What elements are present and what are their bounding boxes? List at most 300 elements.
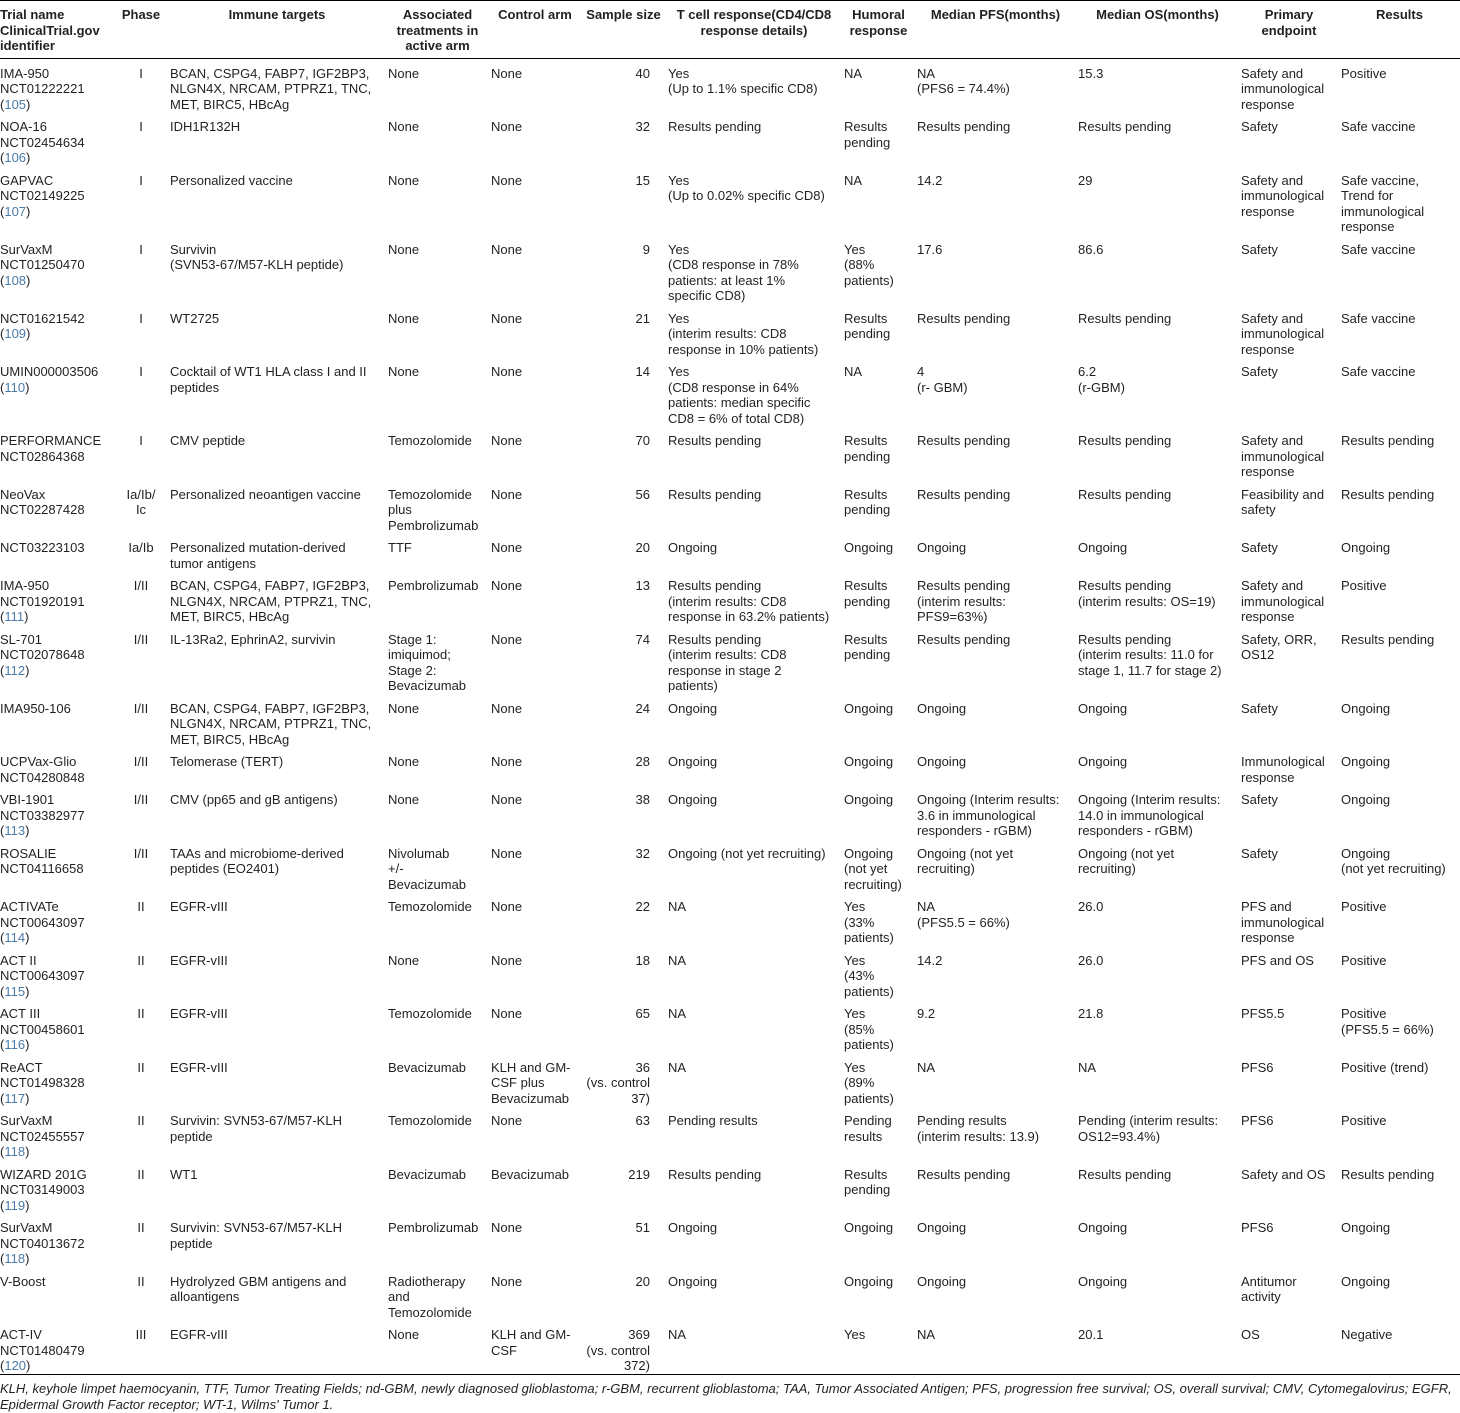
- t-cell-response-cell: Pending results: [668, 1113, 758, 1128]
- immune-targets-cell: Survivin (SVN53-67/M57-KLH peptide): [170, 241, 344, 272]
- table-row: [0, 1160, 1460, 1214]
- control-arm-cell: None: [491, 65, 523, 81]
- median-pfs-cell: NA (PFS5.5 = 66%): [917, 899, 1010, 930]
- results-cell: Positive: [1341, 952, 1387, 968]
- median-os-cell: 20.1: [1078, 1327, 1104, 1342]
- results-cell: Negative: [1341, 1327, 1393, 1342]
- median-pfs-cell: Results pending: [917, 433, 1011, 448]
- phase-cell: I/II: [133, 578, 149, 593]
- reference-link[interactable]: 106: [4, 150, 27, 165]
- primary-endpoint-cell: Safety and immunological response: [1241, 65, 1325, 112]
- median-os-cell: Ongoing: [1078, 700, 1128, 716]
- primary-endpoint-cell: Safety: [1241, 700, 1278, 716]
- immune-targets-cell: EGFR-vIII: [170, 952, 228, 968]
- results-cell: Safe vaccine: [1341, 241, 1416, 257]
- primary-endpoint-cell: Safety and immunological response: [1241, 578, 1325, 624]
- associated-treatments-cell: Stage 1: imiquimod; Stage 2: Bevacizumab: [388, 631, 467, 693]
- median-pfs-cell: 4 (r- GBM): [917, 364, 968, 395]
- primary-endpoint-cell: Safety: [1241, 241, 1278, 257]
- t-cell-response-cell: NA: [668, 1327, 687, 1342]
- col-trial-name-header: Trial name ClinicalTrial.gov identifier: [0, 7, 100, 53]
- trial-name-text: ReACT NCT01498328: [0, 1059, 85, 1090]
- table-row: [0, 1053, 1460, 1107]
- results-cell: Positive: [1341, 65, 1387, 81]
- table-row: [0, 1213, 1460, 1267]
- control-arm-cell: None: [491, 540, 523, 555]
- trial-name-text: ACT II NCT00643097: [0, 952, 85, 983]
- immune-targets-cell: BCAN, CSPG4, FABP7, IGF2BP3, NLGN4X, NRCAM, PTPRZ1, TNC, MET, BIRC5, HBcAg: [170, 578, 372, 624]
- phase-cell: II: [137, 1113, 145, 1128]
- control-arm-cell: None: [491, 845, 523, 861]
- table-row: [0, 304, 1460, 358]
- control-arm-cell: None: [491, 700, 523, 716]
- immune-targets-cell: Survivin: SVN53-67/M57-KLH peptide: [170, 1220, 342, 1251]
- phase-cell: I/II: [133, 845, 149, 861]
- median-pfs-cell: Ongoing: [917, 1220, 967, 1235]
- associated-treatments-cell: TTF: [388, 540, 412, 555]
- trial-name-cell: SL-701 NCT02078648 (112): [0, 631, 85, 678]
- results-cell: Results pending: [1341, 433, 1435, 448]
- trial-name-text: IMA-950 NCT01222221: [0, 65, 85, 96]
- trial-name-cell: GAPVAC NCT02149225 (107): [0, 172, 85, 219]
- associated-treatments-cell: None: [388, 754, 420, 769]
- humoral-response-cell: Yes (43% patients): [844, 952, 894, 999]
- col-primary-endpoint-header: Primary endpoint: [1261, 7, 1317, 38]
- reference-link[interactable]: 115: [4, 983, 26, 999]
- median-os-cell: 6.2 (r-GBM): [1078, 364, 1125, 395]
- primary-endpoint-cell: PFS and OS: [1241, 952, 1314, 968]
- sample-size-cell: 51: [635, 1220, 650, 1235]
- results-cell: Positive: [1341, 1113, 1387, 1128]
- table-row: [0, 694, 1460, 748]
- sample-size-cell: 56: [635, 486, 650, 502]
- median-os-cell: Results pending (interim results: 11.0 for stage 1, 11.7 for stage 2): [1078, 631, 1222, 678]
- table-row: [0, 1106, 1460, 1160]
- median-os-cell: 26.0: [1078, 899, 1104, 914]
- median-os-cell: Results pending: [1078, 433, 1172, 448]
- col-t-cell-response-header: T cell response(CD4/CD8 response details): [676, 7, 832, 38]
- phase-cell: II: [137, 1006, 145, 1021]
- t-cell-response-cell: NA: [668, 1006, 687, 1021]
- table-body: [0, 58, 1460, 1374]
- trial-name-text: GAPVAC NCT02149225: [0, 172, 85, 203]
- immune-targets-cell: IL-13Ra2, EphrinA2, survivin: [170, 631, 336, 647]
- table-row: [0, 480, 1460, 534]
- results-cell: Positive (PFS5.5 = 66%): [1341, 1006, 1434, 1037]
- median-pfs-cell: Ongoing (Interim results: 3.6 in immunological responders - rGBM): [917, 792, 1060, 838]
- col-median-pfs-header: Median PFS(months): [930, 7, 1061, 22]
- immune-targets-cell: TAAs and microbiome-derived peptides (EO2401): [170, 845, 344, 876]
- median-pfs-cell: Results pending: [917, 119, 1011, 134]
- sample-size-cell: 65: [635, 1006, 650, 1021]
- median-pfs-cell: Ongoing: [917, 540, 967, 555]
- reference-link[interactable]: 113: [4, 823, 26, 838]
- col-results-header: Results: [1376, 7, 1423, 22]
- median-os-cell: Results pending (interim results: OS=19): [1078, 578, 1216, 609]
- trial-name-text: ACT III NCT00458601: [0, 1006, 85, 1037]
- phase-cell: I: [139, 172, 143, 188]
- sample-size-cell: 13: [635, 578, 650, 593]
- median-pfs-cell: 14.2: [917, 172, 943, 188]
- col-associated-treatments-header: Associated treatments in active arm: [396, 7, 479, 53]
- associated-treatments-cell: None: [388, 1327, 420, 1342]
- control-arm-cell: None: [491, 433, 523, 448]
- sample-size-cell: 28: [635, 754, 650, 769]
- trial-name-cell: SurVaxM NCT01250470 (108): [0, 241, 85, 288]
- results-cell: Safe vaccine: [1341, 119, 1416, 134]
- trial-name-cell: WIZARD 201G NCT03149003 (119): [0, 1166, 87, 1213]
- control-arm-cell: None: [491, 952, 523, 968]
- phase-cell: III: [135, 1327, 147, 1342]
- primary-endpoint-cell: PFS5.5: [1241, 1006, 1285, 1021]
- reference-link[interactable]: 117: [4, 1090, 26, 1106]
- trial-name-text: WIZARD 201G NCT03149003: [0, 1166, 87, 1197]
- trial-name-cell: [0, 1267, 114, 1321]
- reference-link[interactable]: 108: [4, 272, 27, 288]
- table-row: [0, 166, 1460, 235]
- control-arm-cell: KLH and GM- CSF plus Bevacizumab: [491, 1059, 571, 1106]
- reference-link[interactable]: 116: [4, 1037, 26, 1052]
- results-cell: Ongoing: [1341, 754, 1391, 769]
- median-pfs-cell: Ongoing (not yet recruiting): [917, 845, 1014, 876]
- trial-name-text: ROSALIE NCT04116658: [0, 845, 84, 876]
- control-arm-cell: None: [491, 486, 523, 502]
- median-pfs-cell: 14.2: [917, 952, 943, 968]
- trial-name-text: SurVaxM NCT04013672: [0, 1220, 85, 1251]
- trial-name-text: ACT-IV NCT01480479: [0, 1327, 85, 1358]
- table-row: [0, 58, 1460, 112]
- median-os-cell: 15.3: [1078, 65, 1104, 81]
- median-pfs-cell: Ongoing: [917, 1273, 967, 1289]
- t-cell-response-cell: Results pending: [668, 486, 762, 502]
- results-cell: Ongoing: [1341, 792, 1391, 807]
- primary-endpoint-cell: Safety: [1241, 364, 1278, 379]
- table-row: [0, 533, 1460, 571]
- results-cell: Safe vaccine: [1341, 364, 1416, 379]
- reference-link[interactable]: 120: [4, 1358, 27, 1373]
- primary-endpoint-cell: PFS and immunological response: [1241, 899, 1325, 945]
- t-cell-response-cell: Ongoing: [668, 1220, 718, 1235]
- reference-link[interactable]: 109: [4, 326, 27, 341]
- trial-name-cell: [0, 426, 114, 480]
- median-os-cell: 29: [1078, 172, 1093, 188]
- immune-targets-cell: EGFR-vIII: [170, 1327, 228, 1342]
- t-cell-response-cell: Yes (interim results: CD8 response in 10% patients): [668, 310, 819, 357]
- associated-treatments-cell: None: [388, 119, 420, 134]
- phase-cell: I: [139, 119, 143, 134]
- results-cell: Positive: [1341, 899, 1387, 914]
- median-pfs-cell: Results pending: [917, 486, 1011, 502]
- trial-name-text: UMIN000003506: [0, 364, 99, 379]
- table-row: [0, 235, 1460, 304]
- median-pfs-cell: Ongoing: [917, 754, 967, 769]
- median-os-cell: Results pending: [1078, 486, 1172, 502]
- results-cell: Ongoing: [1341, 1220, 1391, 1235]
- associated-treatments-cell: Temozolomide: [388, 899, 472, 914]
- humoral-response-cell: Results pending: [844, 1166, 891, 1197]
- primary-endpoint-cell: Safety: [1241, 845, 1278, 861]
- table-row: [0, 1320, 1460, 1374]
- trial-name-cell: UMIN000003506 (110): [0, 364, 99, 395]
- sample-size-cell: 40: [635, 65, 650, 81]
- phase-cell: I: [139, 310, 143, 326]
- humoral-response-cell: Pending results: [844, 1113, 892, 1144]
- phase-cell: Ia/Ib: [128, 540, 154, 555]
- immune-targets-cell: Survivin: SVN53-67/M57-KLH peptide: [170, 1113, 342, 1144]
- sample-size-cell: 22: [635, 899, 650, 914]
- sample-size-cell: 38: [635, 792, 650, 807]
- trial-name-cell: ReACT NCT01498328 (117): [0, 1059, 85, 1106]
- t-cell-response-cell: Yes (CD8 response in 78% patients: at least 1% specific CD8): [668, 241, 799, 303]
- trial-name-cell: IMA-950 NCT01920191 (111): [0, 578, 85, 624]
- sample-size-cell: 70: [635, 433, 650, 448]
- phase-cell: I/II: [133, 700, 149, 716]
- trial-name-text: NCT03223103: [0, 540, 85, 555]
- table-row: [0, 1267, 1460, 1321]
- table-row: [0, 892, 1460, 946]
- results-cell: Safe vaccine: [1341, 310, 1416, 326]
- phase-cell: I/II: [133, 754, 149, 769]
- control-arm-cell: None: [491, 1113, 523, 1128]
- associated-treatments-cell: Bevacizumab: [388, 1166, 467, 1182]
- t-cell-response-cell: Ongoing: [668, 1273, 718, 1289]
- median-os-cell: Ongoing: [1078, 1273, 1128, 1289]
- t-cell-response-cell: Results pending (interim results: CD8 response in 63.2% patients): [668, 578, 830, 624]
- median-os-cell: 86.6: [1078, 241, 1104, 257]
- results-cell: Positive: [1341, 578, 1387, 593]
- associated-treatments-cell: None: [388, 172, 420, 188]
- median-pfs-cell: Results pending: [917, 631, 1011, 647]
- median-pfs-cell: Pending results (interim results: 13.9): [917, 1113, 1040, 1144]
- sample-size-cell: 9: [642, 241, 650, 257]
- trial-name-cell: NOA-16 NCT02454634 (106): [0, 119, 85, 165]
- humoral-response-cell: Results pending: [844, 119, 891, 150]
- t-cell-response-cell: Yes (Up to 1.1% specific CD8): [668, 65, 818, 96]
- trial-name-cell: [0, 533, 114, 571]
- reference-link[interactable]: 110: [4, 379, 26, 395]
- reference-link[interactable]: 111: [4, 609, 25, 624]
- immune-targets-cell: CMV peptide: [170, 433, 246, 448]
- sample-size-cell: 15: [635, 172, 650, 188]
- humoral-response-cell: NA: [844, 65, 863, 81]
- trial-name-cell: ACT-IV NCT01480479 (120): [0, 1327, 85, 1373]
- humoral-response-cell: Ongoing: [844, 700, 894, 716]
- associated-treatments-cell: None: [388, 952, 420, 968]
- median-pfs-cell: Results pending (interim results: PFS9=63%): [917, 578, 1011, 624]
- sample-size-cell: 20: [635, 1273, 650, 1289]
- associated-treatments-cell: Temozolomide: [388, 1113, 472, 1128]
- median-pfs-cell: Results pending: [917, 310, 1011, 326]
- primary-endpoint-cell: Safety and immunological response: [1241, 172, 1325, 219]
- humoral-response-cell: Results pending: [844, 578, 891, 609]
- median-os-cell: Results pending: [1078, 310, 1172, 326]
- table-row: [0, 625, 1460, 694]
- sample-size-cell: 32: [635, 845, 650, 861]
- associated-treatments-cell: Pembrolizumab: [388, 578, 479, 593]
- sample-size-cell: 24: [635, 700, 650, 716]
- t-cell-response-cell: Ongoing: [668, 792, 718, 807]
- humoral-response-cell: Results pending: [844, 433, 891, 464]
- col-sample-size-header: Sample size: [586, 7, 661, 22]
- table-row: [0, 747, 1460, 785]
- col-median-os-header: Median OS(months): [1096, 7, 1219, 22]
- trial-name-text: ACTIVATe NCT00643097: [0, 899, 85, 930]
- trial-name-cell: [0, 694, 114, 748]
- humoral-response-cell: Yes (33% patients): [844, 899, 894, 945]
- primary-endpoint-cell: Immunological response: [1241, 754, 1325, 785]
- immune-targets-cell: CMV (pp65 and gB antigens): [170, 792, 338, 807]
- median-pfs-cell: Ongoing: [917, 700, 967, 716]
- trial-name-cell: IMA-950 NCT01222221 (105): [0, 65, 85, 112]
- results-cell: Results pending: [1341, 631, 1435, 647]
- immune-targets-cell: Personalized vaccine: [170, 172, 293, 188]
- primary-endpoint-cell: Safety, ORR, OS12: [1241, 631, 1317, 662]
- trial-name-cell: [0, 480, 114, 534]
- table-row: [0, 357, 1460, 426]
- table-row: [0, 946, 1460, 1000]
- trial-name-text: V-Boost: [0, 1273, 46, 1289]
- humoral-response-cell: Results pending: [844, 486, 891, 517]
- sample-size-cell: 18: [635, 952, 650, 968]
- control-arm-cell: None: [491, 364, 523, 379]
- primary-endpoint-cell: Safety: [1241, 792, 1278, 807]
- reference-link[interactable]: 107: [4, 203, 27, 219]
- humoral-response-cell: Yes: [844, 1327, 866, 1342]
- control-arm-cell: None: [491, 578, 523, 593]
- trial-name-text: IMA-950 NCT01920191: [0, 578, 85, 609]
- median-os-cell: Ongoing: [1078, 754, 1128, 769]
- results-cell: Safe vaccine, Trend for immunological response: [1341, 172, 1425, 234]
- sample-size-cell: 14: [635, 364, 650, 379]
- control-arm-cell: None: [491, 631, 523, 647]
- t-cell-response-cell: NA: [668, 899, 687, 914]
- trial-name-text: SurVaxM NCT01250470: [0, 241, 85, 272]
- median-pfs-cell: NA: [917, 1059, 936, 1075]
- results-cell: Ongoing: [1341, 1273, 1391, 1289]
- phase-cell: I: [139, 433, 143, 448]
- humoral-response-cell: Yes (89% patients): [844, 1059, 894, 1106]
- primary-endpoint-cell: Feasibility and safety: [1241, 486, 1325, 517]
- control-arm-cell: Bevacizumab: [491, 1166, 570, 1182]
- col-phase-header: Phase: [121, 7, 161, 22]
- trial-name-text: PERFORMANCE NCT02864368: [0, 433, 102, 464]
- humoral-response-cell: NA: [844, 172, 863, 188]
- associated-treatments-cell: Radiotherapy and Temozolomide: [388, 1273, 472, 1320]
- primary-endpoint-cell: OS: [1241, 1327, 1260, 1342]
- median-os-cell: Results pending: [1078, 1166, 1172, 1182]
- trial-name-text: NeoVax NCT02287428: [0, 486, 85, 517]
- immune-targets-cell: BCAN, CSPG4, FABP7, IGF2BP3, NLGN4X, NRCAM, PTPRZ1, TNC, MET, BIRC5, HBcAg: [170, 700, 372, 747]
- humoral-response-cell: Ongoing: [844, 1220, 894, 1235]
- immune-targets-cell: Personalized neoantigen vaccine: [170, 486, 361, 502]
- primary-endpoint-cell: Safety and immunological response: [1241, 310, 1325, 357]
- associated-treatments-cell: None: [388, 792, 420, 807]
- associated-treatments-cell: Temozolomide plus Pembrolizumab: [388, 486, 479, 533]
- reference-link[interactable]: 105: [4, 96, 27, 112]
- immune-targets-cell: Cocktail of WT1 HLA class I and II peptides: [170, 364, 367, 395]
- trial-name-cell: ACTIVATe NCT00643097 (114): [0, 899, 85, 945]
- trial-name-text: SurVaxM NCT02455557: [0, 1113, 85, 1144]
- reference-link[interactable]: 118: [4, 1144, 26, 1159]
- phase-cell: I/II: [133, 631, 149, 647]
- t-cell-response-cell: Results pending: [668, 1166, 762, 1182]
- trial-name-cell: VBI-1901 NCT03382977 (113): [0, 792, 85, 838]
- phase-cell: II: [137, 1220, 145, 1235]
- t-cell-response-cell: Results pending: [668, 433, 762, 448]
- immune-targets-cell: Hydrolyzed GBM antigens and alloantigens: [170, 1273, 347, 1304]
- results-cell: Ongoing: [1341, 540, 1391, 555]
- median-os-cell: 21.8: [1078, 1006, 1104, 1021]
- reference-link[interactable]: 119: [4, 1197, 26, 1213]
- median-os-cell: Results pending: [1078, 119, 1172, 134]
- immune-targets-cell: BCAN, CSPG4, FABP7, IGF2BP3, NLGN4X, NRCAM, PTPRZ1, TNC, MET, BIRC5, HBcAg: [170, 65, 372, 112]
- sample-size-cell: 74: [635, 631, 650, 647]
- primary-endpoint-cell: Safety: [1241, 540, 1278, 555]
- median-pfs-cell: 9.2: [917, 1006, 936, 1021]
- phase-cell: II: [137, 952, 145, 968]
- control-arm-cell: None: [491, 792, 523, 807]
- control-arm-cell: None: [491, 1006, 523, 1021]
- median-pfs-cell: Results pending: [917, 1166, 1011, 1182]
- phase-cell: I/II: [133, 792, 149, 807]
- control-arm-cell: None: [491, 310, 523, 326]
- trial-name-cell: [0, 839, 114, 893]
- humoral-response-cell: Ongoing: [844, 792, 894, 807]
- table-row: [0, 839, 1460, 893]
- table-row: [0, 571, 1460, 625]
- primary-endpoint-cell: Safety: [1241, 119, 1278, 134]
- control-arm-cell: None: [491, 754, 523, 769]
- reference-link[interactable]: 118: [4, 1251, 26, 1266]
- results-cell: Ongoing (not yet recruiting): [1341, 845, 1446, 876]
- median-os-cell: 26.0: [1078, 952, 1104, 968]
- phase-cell: I: [139, 241, 143, 257]
- primary-endpoint-cell: Antitumor activity: [1241, 1273, 1297, 1304]
- immune-targets-cell: Personalized mutation-derived tumor antigens: [170, 540, 346, 571]
- humoral-response-cell: Results pending: [844, 631, 891, 662]
- sample-size-cell: 219: [628, 1166, 650, 1182]
- primary-endpoint-cell: PFS6: [1241, 1220, 1274, 1235]
- trial-name-text: NCT01621542: [0, 310, 85, 326]
- trial-name-text: VBI-1901 NCT03382977: [0, 792, 85, 823]
- primary-endpoint-cell: Safety and OS: [1241, 1166, 1326, 1182]
- reference-link[interactable]: 114: [4, 930, 26, 945]
- control-arm-cell: KLH and GM- CSF: [491, 1327, 571, 1358]
- median-os-cell: Ongoing: [1078, 1220, 1128, 1235]
- results-cell: Results pending: [1341, 1166, 1435, 1182]
- t-cell-response-cell: Results pending (interim results: CD8 response in stage 2 patients): [668, 631, 787, 693]
- trial-name-text: SL-701 NCT02078648: [0, 631, 85, 662]
- median-pfs-cell: 17.6: [917, 241, 943, 257]
- humoral-response-cell: Ongoing: [844, 754, 894, 769]
- humoral-response-cell: Ongoing: [844, 540, 894, 555]
- table-row: [0, 999, 1460, 1053]
- median-pfs-cell: NA (PFS6 = 74.4%): [917, 65, 1010, 96]
- control-arm-cell: None: [491, 119, 523, 134]
- trial-name-cell: [0, 747, 114, 785]
- phase-cell: II: [137, 1059, 145, 1075]
- primary-endpoint-cell: Safety and immunological response: [1241, 433, 1325, 479]
- reference-link[interactable]: 112: [4, 662, 26, 678]
- humoral-response-cell: Yes (85% patients): [844, 1006, 894, 1052]
- primary-endpoint-cell: PFS6: [1241, 1113, 1274, 1128]
- control-arm-cell: None: [491, 1273, 523, 1289]
- humoral-response-cell: NA: [844, 364, 863, 379]
- t-cell-response-cell: Results pending: [668, 119, 762, 134]
- sample-size-cell: 36 (vs. control 37): [586, 1059, 650, 1106]
- sample-size-cell: 20: [635, 540, 650, 555]
- sample-size-cell: 32: [635, 119, 650, 134]
